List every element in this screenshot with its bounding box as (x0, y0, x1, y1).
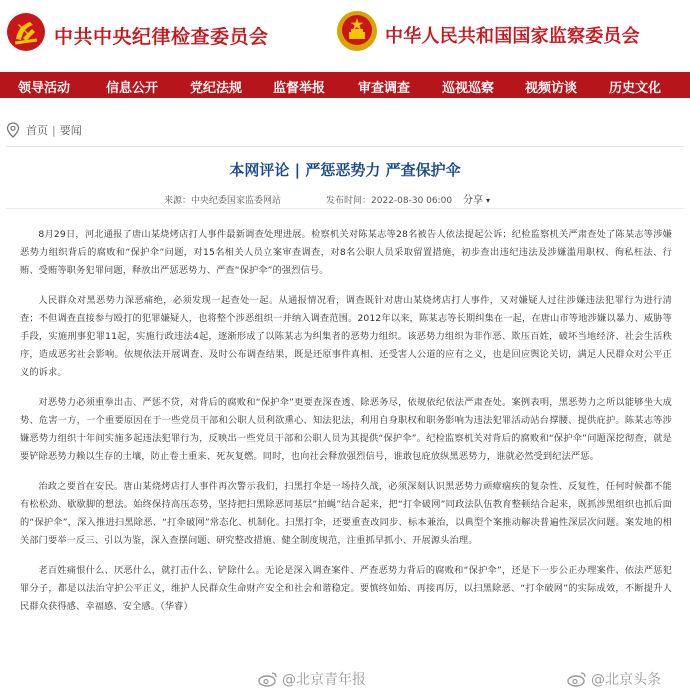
article-paragraph: 人民群众对黑恶势力深恶痛绝，必须发现一起查处一起。从通报情况看，调查既针对唐山某烧烤店打人事件，又对嫌疑人过往涉嫌违法犯罪行为进行清查；不但调查直接参与殴打的犯罪嫌疑人，也将整个涉恶组织一并纳入调查范围。2012年以来，陈某志等长期纠集在一起，在唐山市等地涉嫌以暴力、威胁等手段，实施刑事犯罪11起，实施行政违法4起，逐渐形成了以陈某志为纠集者的恶势力组织。该恶势力组织为非作恶、欺压百姓，破坏当地经济、社会生活秩序，造成恶劣社会影响。依规依法开展调查、及时公布调查结果，既是还原事件真相、还受害人公道的应有之义，也是回应舆论关切，满足人民群众对公平正义的诉求。 (20, 295, 672, 378)
watermark-right (567, 669, 661, 689)
article-paragraph: 8月29日，河北通报了唐山某烧烤店打人事件最新调查处理进展。检察机关对陈某志等28名被告人依法提起公诉；纪检监察机关严肃查处了陈某志等涉嫌恶势力组织背后的腐败和“保护伞”问题，对15名相关人员立案审查调查，对8名公职人员采取留置措施，初步查出违纪违法及涉嫌滥用职权、徇私枉法、行贿、受贿等职务犯罪问题，释放出严惩恶势力、严查“保护伞”的强烈信号。 (20, 229, 672, 276)
nsc-title[interactable]: 中华人民共和国国家监察委员会 (385, 26, 640, 47)
article-source: 来源：中央纪委国家监委网站 (164, 196, 282, 206)
breadcrumb (6, 120, 82, 140)
national-emblem-icon (336, 10, 378, 52)
party-emblem-icon (6, 12, 46, 52)
cpc-ccdi-title[interactable]: 中共中央纪律检查委员会 (54, 26, 269, 48)
watermark-left-text: @北京青年报 (282, 672, 366, 688)
weibo-icon (567, 671, 587, 687)
share-label: 分享 (463, 195, 483, 206)
article-body (20, 226, 672, 628)
nav-item-investigation[interactable]: 审查调查 (358, 81, 411, 96)
article-time: 发布时间：2022-08-30 06:00 (326, 196, 453, 206)
chevron-down-icon: ▾ (486, 196, 491, 205)
article-paragraph: 对恶势力必须重拳出击、严惩不贷，对背后的腐败和“保护伞”更要查深查透、除恶务尽，依规依纪依法严肃查处。案例表明，黑恶势力之所以能够坐大成势、危害一方，一个重要原因在于一些党员干部和公职人员利欲熏心、知法犯法，利用自身职权和职务影响为违法犯罪活动站台撑腰、提供庇护。陈某志等涉嫌恶势力组织十年间实施多起违法犯罪行为，反映出一些党员干部和公职人员为其提供“保护伞”。纪检监察机关对背后的腐败和“保护伞”问题深挖彻查，就是要铲除恶势力赖以生存的土壤，防止卷土重来、死灰复燃。同时，也向社会释放强烈信号，谁敢包庇放纵黑恶势力，谁就必然受到纪法严惩。 (20, 397, 672, 462)
article-meta (0, 190, 690, 206)
nav-item-report[interactable]: 监督举报 (273, 81, 326, 96)
divider (6, 146, 684, 147)
nav-item-inspection[interactable]: 巡视巡察 (442, 81, 495, 96)
weibo-icon (258, 671, 278, 687)
nav-item-history[interactable]: 历史文化 (609, 81, 662, 96)
location-pin-icon (6, 122, 20, 138)
breadcrumb-separator: | (52, 123, 56, 137)
nav-item-info-disclosure[interactable]: 信息公开 (106, 81, 159, 96)
nav-item-leadership[interactable]: 领导活动 (18, 81, 71, 96)
nav-item-video[interactable]: 视频访谈 (525, 81, 578, 96)
breadcrumb-home[interactable]: 首页 (26, 124, 48, 137)
breadcrumb-current[interactable]: 要闻 (59, 124, 82, 137)
article-paragraph: 治政之要首在安民。唐山某烧烤店打人事件再次警示我们，扫黑打伞是一场持久战，必须深刻认识黑恶势力顽瘴痼疾的复杂性、反复性，任何时候都不能有松松劲、歇歇脚的想法。始终保持高压态势，坚持把扫黑除恶同基层“拍蝇”结合起来，把“打伞破网”同政法队伍教育整顿结合起来，既抓涉黑组织也抓后面的“保护伞”，深入推进扫黑除恶、“打伞破网”常态化、机制化。扫黑打伞，还要重查改同步、标本兼治，以典型个案推动解决普遍性深层次问题。案发地的相关部门要举一反三、引以为鉴，深入查摆问题、研究整改措施、健全制度规范，注重抓早抓小、开展源头治理。 (20, 481, 672, 546)
nav-item-regulations[interactable]: 党纪法规 (190, 81, 243, 96)
site-header (0, 0, 690, 72)
watermark-right-text: @北京头条 (591, 672, 661, 688)
article-paragraph: 老百姓痛恨什么、厌恶什么，就打击什么、铲除什么。无论是深入调查案件、严查恶势力背后的腐败和“保护伞”，还是下一步公正办理案件、依法严惩犯罪分子，都是以法治守护公平正义，维护人民群众生命财产安全和社会和谐稳定。要慎终如始、再接再厉，以扫黑除恶、“打伞破网”的实际成效，不断提升人民群众获得感、幸福感、安全感。（华睿） (20, 565, 672, 612)
main-nav (0, 72, 690, 98)
article-title: 本网评论 | 严惩恶势力 严查保护伞 (229, 161, 461, 179)
divider (6, 208, 684, 209)
share-button[interactable] (463, 191, 490, 206)
watermark-left (258, 669, 366, 689)
